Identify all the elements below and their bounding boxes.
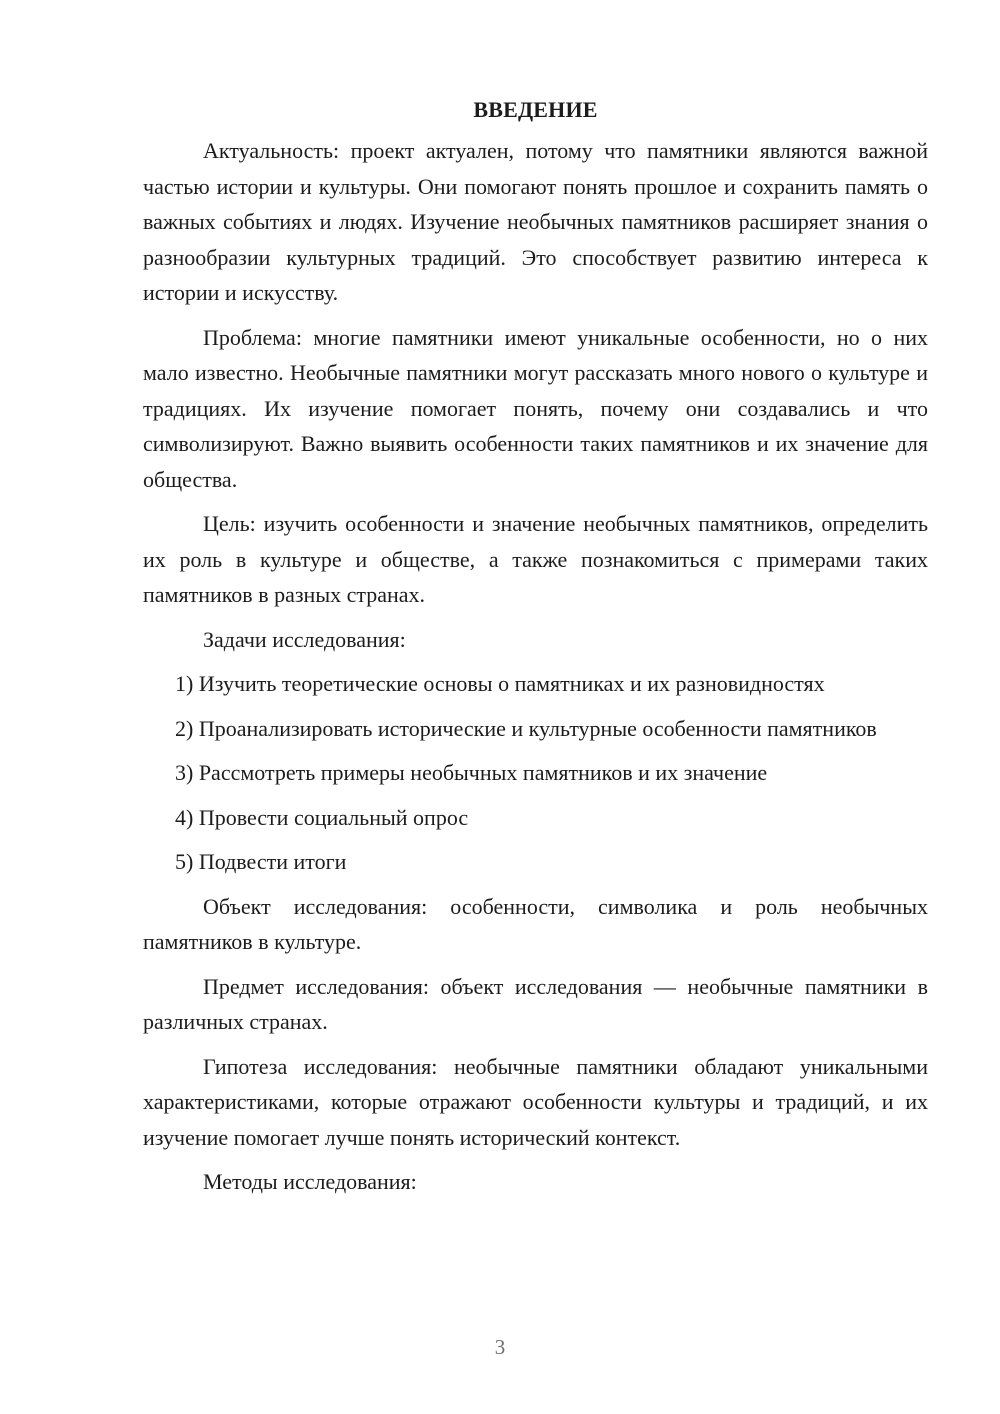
problem-paragraph: Проблема: многие памятники имеют уникальные особенности, но о них мало известно. Необычные памятники могут рассказать много нового о культуре и традициях. Их изучение помогает понять, почему они создавались и что символизируют. Важно выявить особенности таких памятников и их значение для общества. [143,324,928,492]
tasks-heading: Задачи исследования: [203,626,406,652]
document-page [143,92,928,1209]
subject-paragraph: Предмет исследования: объект исследования — необычные памятники в различных странах. [143,973,928,1034]
object-paragraph: Объект исследования: особенности, символика и роль необычных памятников в культуре. [143,893,928,954]
task-item-2: 2) Проанализировать исторические и культурные особенности памятников [175,715,877,741]
task-item-5: 5) Подвести итоги [175,849,347,874]
task-item-1: 1) Изучить теоретические основы о памятниках и их разновидностях [175,671,825,696]
hypothesis-paragraph: Гипотеза исследования: необычные памятники обладают уникальными характеристиками, которые отражают особенности культуры и традиций, и их изучение помогает лучше понять исторический контекст. [143,1053,928,1150]
page-number: 3 [494,1335,506,1359]
section-title: ВВЕДЕНИЕ [473,97,598,122]
task-item-3: 3) Рассмотреть примеры необычных памятников и их значение [175,760,768,785]
methods-heading: Методы исследования: [203,1169,417,1194]
goal-paragraph: Цель: изучить особенности и значение необычных памятников, определить их роль в культуре и обществе, а также познакомиться с примерами таких памятников в разных странах. [143,511,928,607]
relevance-paragraph: Актуальность: проект актуален, потому что памятники являются важной частью истории и культуры. Они помогают понять прошлое и сохранить память о важных событиях и людях. Изучение необычных памятников расширяет знания о разнообразии культурных традиций. Это способствует развитию интереса к истории и искусству. [143,138,928,305]
task-item-4: 4) Провести социальный опрос [175,804,469,830]
